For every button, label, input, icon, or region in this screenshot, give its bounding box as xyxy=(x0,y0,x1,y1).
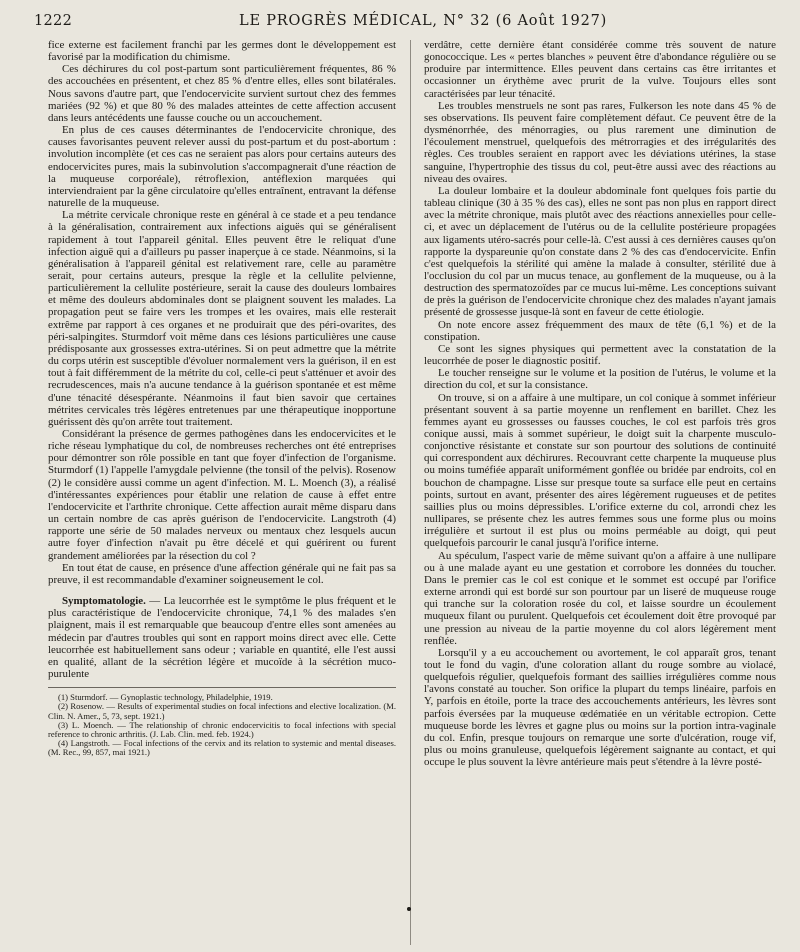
section-text: — La leucorrhée est le symptôme le plus fréquent et le plus caractéristique de l'endocervicite chronique, 74,1 % des malades s'en plaignent, mais il est remarquable que beaucoup d'entre elles sont amenées au médecin par d'autres troubles qui sont en rapport moins direct avec elle. Cette leucorrhée est habituellement sans odeur ; variable en quantité, elle l'est aussi en qualité, allant de la sécrétion légère et mucoïde à la sécrétion muco-purulente xyxy=(48,595,396,680)
paragraph: En plus de ces causes déterminantes de l'endocervicite chronique, des causes favorisantes peuvent relever aussi du post-partum et du post-abortum : involution incomplète (et ces cas ne seraient pas alors pour certains auteurs des endocervicites pures, mais la subinvolution s'accompagnerait d'une réaction de la muqueuse corporéale), rétroflexion, antéflexion marquées qui interviendraient par la gêne circulatoire qu'elles entraînent, entravant la défense naturelle de la muqueuse. xyxy=(48,124,396,210)
paragraph: Le toucher renseigne sur le volume et la position de l'utérus, le volume et la direction du col, et sur la consistance. xyxy=(424,367,776,392)
journal-title: LE PROGRÈS MÉDICAL, N° 32 (6 Août 1927) xyxy=(239,13,608,29)
footnote: (1) Sturmdorf. — Gynoplastic technology, Philadelphie, 1919. xyxy=(58,692,273,703)
footnote: (2) Rosenow. — Results of experimental studies on focal infections and elective localization. (M. Clin. N. Amer., 5, 73, sept. 1921.) xyxy=(48,701,396,721)
paragraph: Ces déchirures du col post-partum sont particulièrement fréquentes, 86 % des accouchées en présentent, et chez 85 % d'entre elles, elles sont bilatérales. Nous savons d'autre part, que l'endocervicite survient surtout chez des femmes mariées (92 %) et que 80 % des malades atteintes de cette affection accusent dans leurs antécédents une fausse couche ou un accouchement. xyxy=(48,63,396,124)
left-column xyxy=(48,39,396,947)
paragraph: Les troubles menstruels ne sont pas rares, Fulkerson les note dans 45 % de ses observations. Ils peuvent faire complètement défaut. Ce peuvent être de la dysménorrhée, des ménorragies, ou plus rarement une diminution de l'écoulement menstruel, quelquefois des métrorragies et des irrégularités des règles. Ces troubles seraient en rapport avec les déviations utérines, la stase sanguine, l'hypertrophie des tissus du col, peut-être aussi avec des réactions au niveau des ovaires. xyxy=(424,99,776,185)
footnote: (4) Langstroth. — Focal infections of the cervix and its relation to systemic and mental diseases. (M. Rec., 99, 857, mai 1921.) xyxy=(48,738,396,758)
paragraph: On trouve, si on a affaire à une multipare, un col conique à sommet inférieur présentant souvent à sa partie moyenne un renflement en barillet. Chez les femmes ayant eu grossesses ou fausses couches, le col est parfois très gros conique aussi, mais à sommet supérieur, le doigt suit la charpente musculo-conjonctive résistante et constate sur son pourtour des solutions de continuité qui correspondent aux déchirures. Recouvrant cette charpente la muqueuse plus ou moins tuméfiée apparaît uniformément gonflée ou bridée par endroits, col en bouchon de champagne. Lisse sur presque toute sa surface elle peut en certains points, surtout en avant, présenter des aires légèrement rugueuses et de petites saillies plus ou moins dépressibles. L'orifice externe du col, arrondi chez les nullipares, se présente chez les autres femmes sous une forme plus ou moins irrégulière et surtout il est plus ou moins perméable au doigt, qui peut quelquefois parcourir le canal jusqu'à l'orifice interne. xyxy=(424,391,776,550)
paragraph: Ce sont les signes physiques qui permettent avec la constatation de la leucorrhée de poser le diagnostic positif. xyxy=(424,342,776,368)
paragraph: fice externe est facilement franchi par les germes dont le développement est favorisé par la modification du chimisme. xyxy=(48,39,396,64)
paragraph: Considérant la présence de germes pathogènes dans les endocervicites et le riche réseau lymphatique du col, de nombreuses recherches ont été entreprises pour démontrer son rôle possible en tant que foyer d'infection de l'organisme. Sturmdorf (1) l'appelle l'amygdale pelvienne (the tonsil of the pelvis). Rosenow (2) le considère aussi comme un agent d'infection. M. L. Moench (3), a réalisé d'intéressantes expériences pour établir une relation de cause à effet entre l'endocervicite et l'arthrite chronique. Cette affection aurait même disparu dans un certain nombre de cas après guérison de l'endocervicite. Langstroth (4) rapporte une série de 50 malades nerveux ou mentaux chez lesquels aucun autre foyer d'infection n'avait pu être décelé et qui guérirent ou furent grandement améliorées par la résection du col ? xyxy=(48,428,396,562)
section-heading: Symptomatologie. xyxy=(62,595,146,608)
page-number: 1222 xyxy=(34,13,73,29)
paragraph: Au spéculum, l'aspect varie de même suivant qu'on a affaire à une nullipare ou à une malade ayant eu une gestation et corrobore les données du toucher. Dans le premier cas le col est conique et le sommet est occupé par l'orifice externe arrondi qui est bordé sur son pourtour par un liseré de muqueuse rouge qui tranche sur la coloration rosée du col, et laisse sourdre un écoulement muqueux filant ou purulent. Quelquefois cet écoulement doit être provoqué par une pression au niveau de la partie moyenne du col alors légèrement ment renflée. xyxy=(424,549,776,647)
paragraph: En tout état de cause, en présence d'une affection générale qui ne fait pas sa preuve, il est recommandable d'examiner soigneusement le col. xyxy=(48,561,396,586)
paragraph: On note encore assez fréquemment des maux de tête (6,1 %) et de la constipation. xyxy=(424,318,776,343)
paragraph: La douleur lombaire et la douleur abdominale font quelques fois partie du tableau clinique (30 à 35 % des cas), elles ne sont pas non plus en rapport direct avec la métrite chronique, mais plutôt avec des réactions annexielles pour celle-ci, et avec un déplacement de l'utérus ou de la cellulite postérieure propagées aux ligaments utéro-sacrés pour celle-là. C'est aussi à ces dernières causes qu'on rapporte la dyspareunie qu'on constate dans 2 % des cas d'endocervicite. Enfin c'est quelquefois la stérilité qui amène la malade à consulter, stérilité due à l'occlusion du col par un mucus tenace, au gonflement de la muqueuse, ou à la destruction des spermatozoïdes par ce mucus lui-même. Les conceptions suivant de près la guérison de l'endocervicite chronique chez des malades n'ayant jamais présenté de grossesse jusque-là sont en faveur de cette étiologie. xyxy=(424,184,776,319)
paragraph: Lorsqu'il y a eu accouchement ou avortement, le col apparaît gros, tenant tout le fond du vagin, d'une coloration allant du rouge sombre au violacé, quelquefois régulier, quelquefois formant des saillies irrégulières comme nous l'avons constaté au toucher. Son orifice la plupart du temps linéaire, parfois en Y, parfois en étoile, porte la trace des accouchements antérieurs, les lèvres sont parfois éversées par la muqueuse œdématiée en un véritable ectropion. Cette muqueuse borde les lèvres et gagne plus ou moins sur la portion intra-vaginale du col. Enfin, presque toujours on remarque une sorte d'ulcération, rouge vif, plus ou moins granuleuse, quelquefois légèrement saignante au contact, et qui occupe le plus souvent la lèvre antérieure mais peut s'étendre à la lèvre posté- xyxy=(424,646,776,769)
paragraph: verdâtre, cette dernière étant considérée comme très souvent de nature gonococcique. Les « pertes blanches » peuvent être d'abondance régulière ou se produire par intermittence. Elles peuvent dans certains cas être irritantes et occasionner un érythème avec prurit de la vulve. Toujours elles sont caractérisées par leur ténacité. xyxy=(424,39,776,100)
paragraph: La métrite cervicale chronique reste en général à ce stade et a peu tendance à la généralisation, contrairement aux infections aiguës qui se généralisent rapidement à tout l'appareil génital. Elles peuvent être le reliquat d'une infection aiguë qui a d'ailleurs pu passer inaperçue à ce stade. Néanmoins, si la généralisation à l'appareil génital est relativement rare, celle au paramètre serait, pour certains auteurs, presque la règle et la cellulite pelvienne, particulièrement la cellulite postérieure, serait la cause des douleurs lombaires et même des douleurs abdominales dont se plaignent souvent les malades. La propagation peut se faire vers les trompes et les ovaires, mais elle resterait extrême par rapport à ces organes et ne produirait que des péri-ovarites, des péri-salpingites. Sturmdorf voit même dans ces lésions particulières une cause prédisposante aux grossesses extra-utérines. Si on peut admettre que la métrite du corps utérin est susceptible d'évoluer normalement vers la guérison, il en est tout à fait différemment de la métrite du col, celle-ci peut s'atténuer et avoir des recrudescences, mais n'a aucune tendance à la guérison spontanée et est même d'une ténacité désespérante. Néanmoins il faut bien savoir que certaines métrites cervicales très légères entretenues par une thérapeutique inopportune guérissent dès qu'on arrête tout traitement. xyxy=(48,209,396,428)
page-header xyxy=(34,10,774,32)
right-column xyxy=(424,39,776,947)
symptomatology-paragraph xyxy=(48,595,396,680)
footnotes xyxy=(48,687,396,757)
footnote: (3) L. Moench. — The relationship of chronic endocervicitis to focal infections with special reference to chronic arthritis. (J. Lab. Clin. med. feb. 1924.) xyxy=(48,719,396,739)
ink-dot xyxy=(407,907,411,911)
column-divider xyxy=(410,40,411,945)
